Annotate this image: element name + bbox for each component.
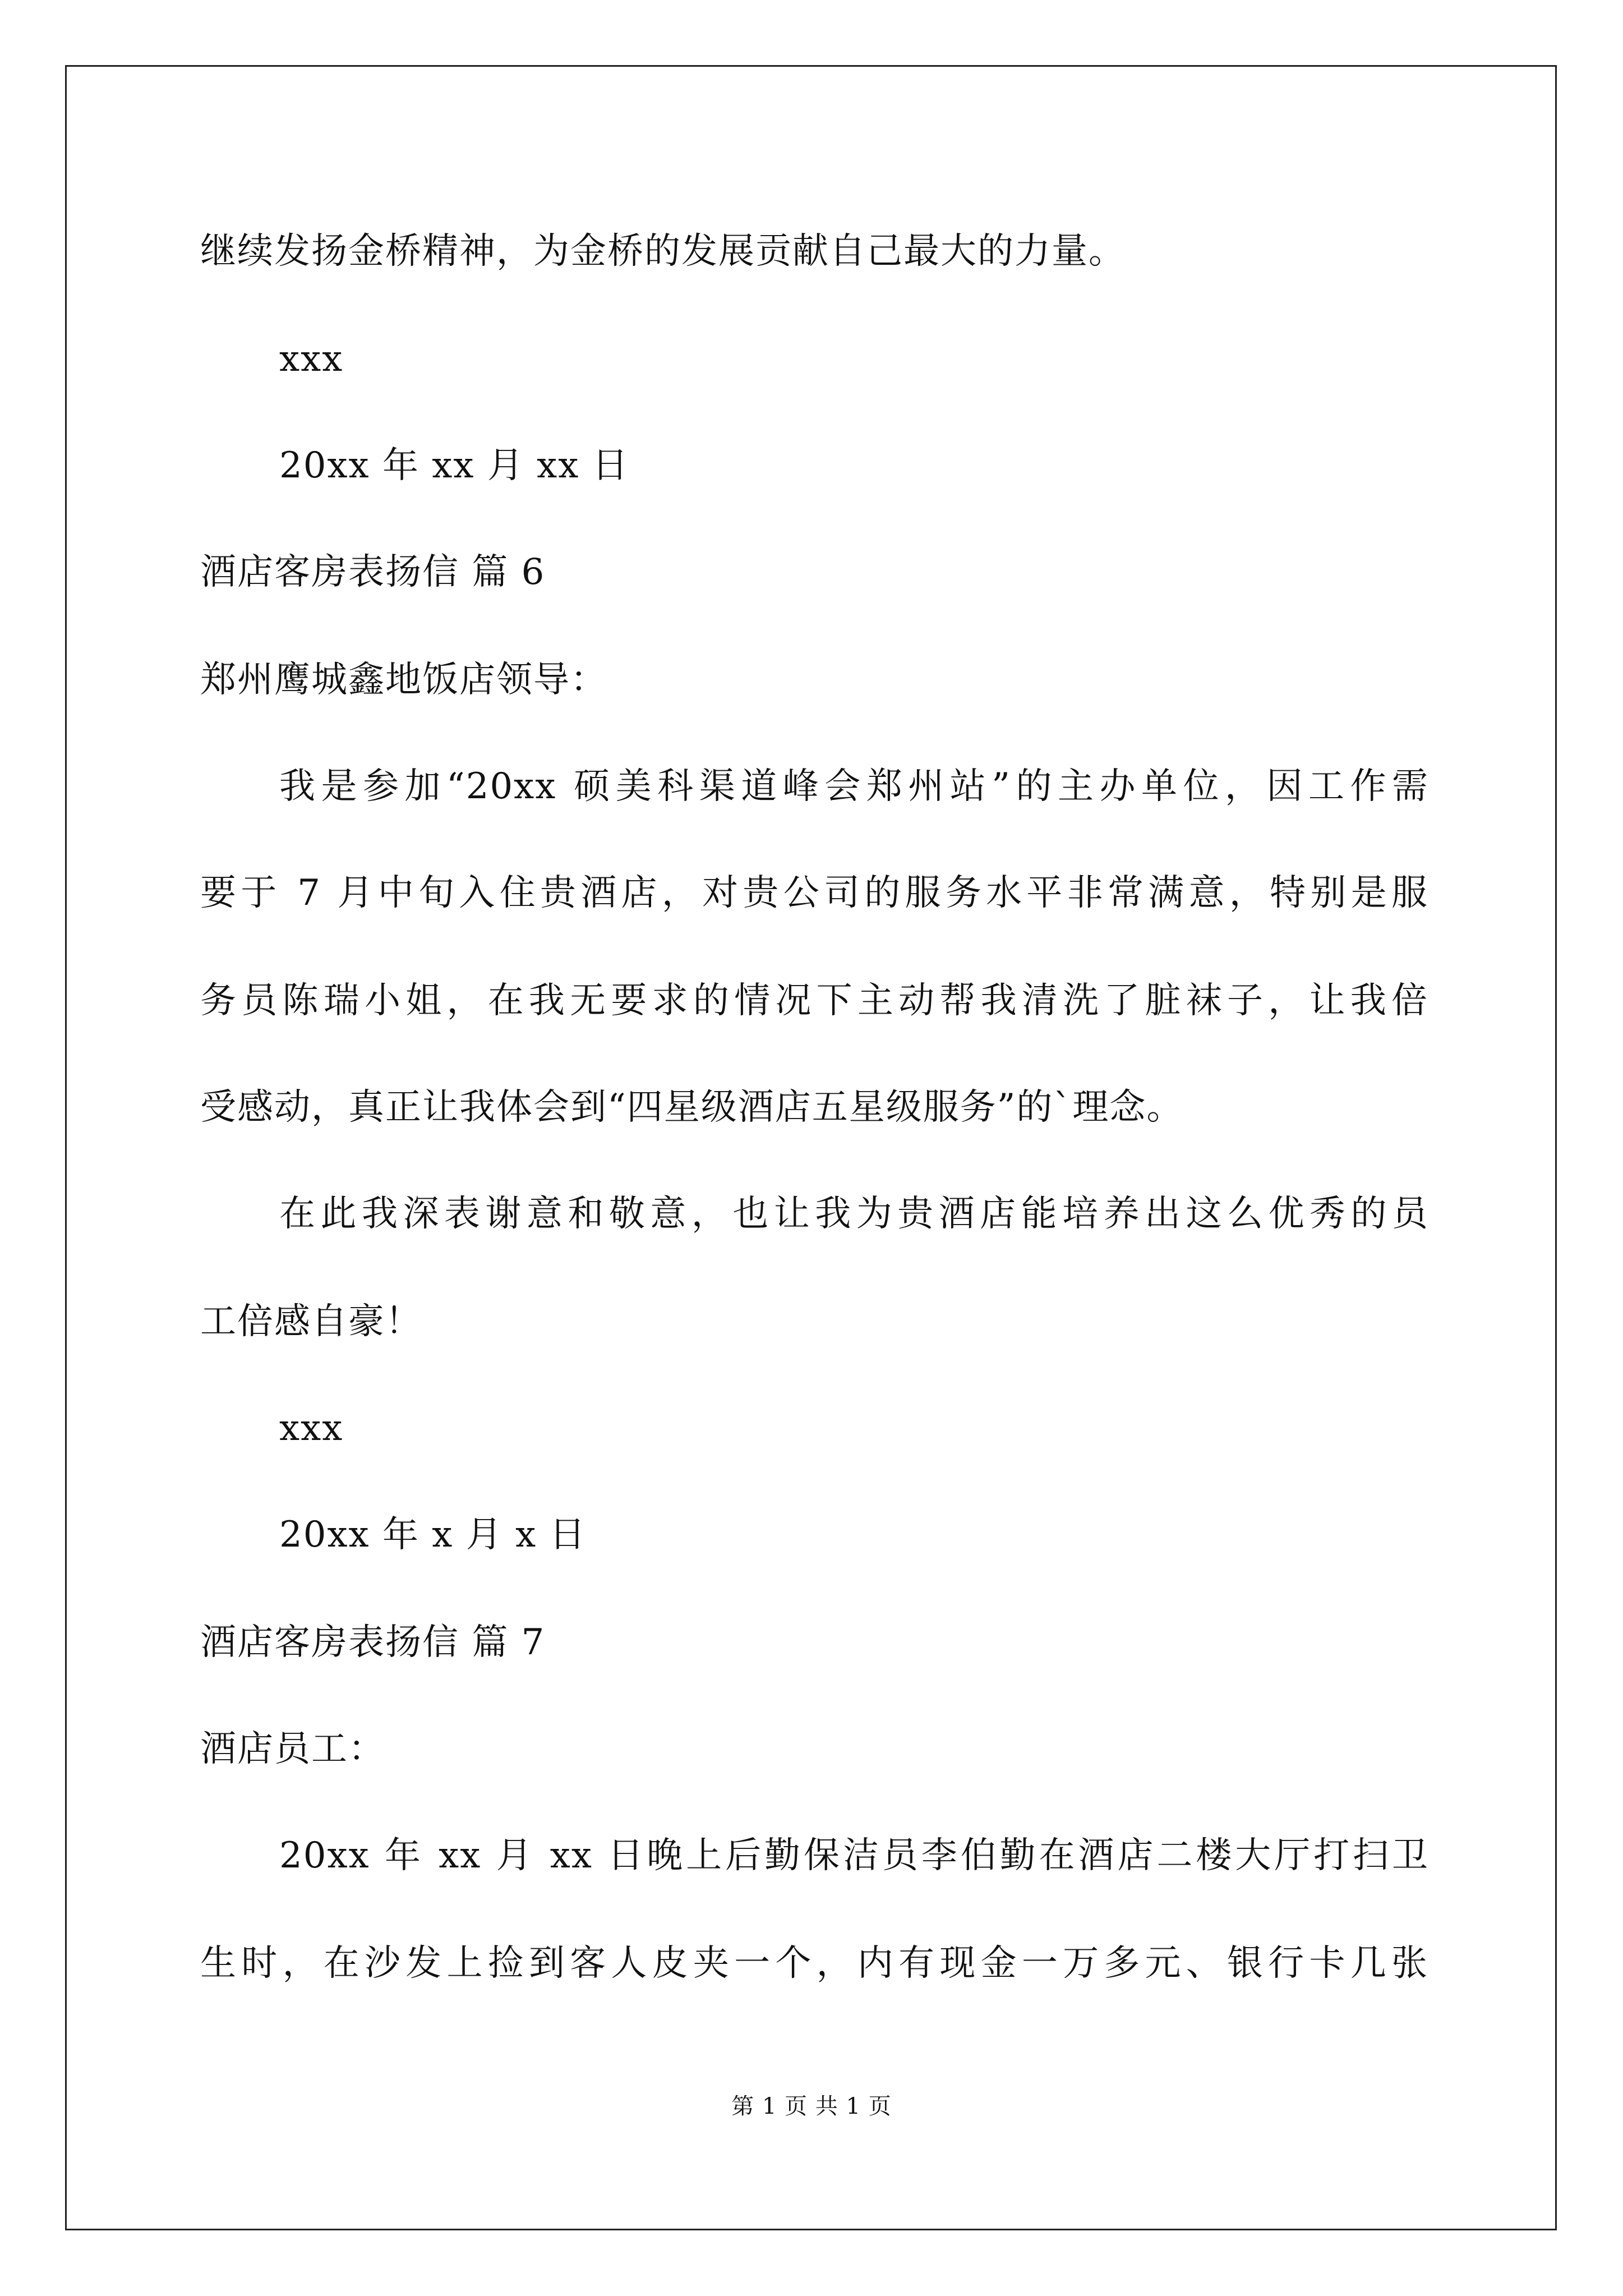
signature-name: xxx bbox=[279, 1407, 344, 1449]
paragraph-line: 20xx 年 xx 月 xx 日晚上后勤保洁员李伯勤在酒店二楼大厅打扫卫 bbox=[279, 1835, 1429, 1876]
paragraph-line: 生时，在沙发上捡到客人皮夹一个，内有现金一万多元、银行卡几张 bbox=[200, 1943, 1428, 1984]
salutation: 酒店员工： bbox=[200, 1728, 385, 1770]
page-border bbox=[65, 65, 1557, 2230]
paragraph-line: 要于 7 月中旬入住贵酒店，对贵公司的服务水平非常满意，特别是服 bbox=[200, 872, 1428, 914]
section-heading: 酒店客房表扬信 篇 6 bbox=[200, 551, 546, 593]
paragraph-line: 我是参加“20xx 硕美科渠道峰会郑州站”的主办单位，因工作需 bbox=[279, 766, 1429, 807]
paragraph-line: 工倍感自豪！ bbox=[200, 1301, 422, 1342]
section-heading: 酒店客房表扬信 篇 7 bbox=[200, 1622, 546, 1663]
signature-date: 20xx 年 x 月 x 日 bbox=[279, 1514, 587, 1556]
paragraph-line: 受感动，真正让我体会到“四星级酒店五星级服务”的`理念。 bbox=[200, 1087, 1184, 1128]
salutation: 郑州鹰城鑫地饭店领导： bbox=[200, 659, 607, 701]
signature-name: xxx bbox=[279, 338, 344, 380]
paragraph-line: 在此我深表谢意和敬意，也让我为贵酒店能培养出这么优秀的员 bbox=[279, 1193, 1429, 1235]
page-footer: 第 1 页 共 1 页 bbox=[731, 2093, 892, 2119]
signature-date: 20xx 年 xx 月 xx 日 bbox=[279, 445, 629, 486]
paragraph-line: 务员陈瑞小姐，在我无要求的情况下主动帮我清洗了脏袜子，让我倍 bbox=[200, 980, 1428, 1022]
paragraph-line: 继续发扬金桥精神，为金桥的发展贡献自己最大的力量。 bbox=[200, 231, 1126, 272]
